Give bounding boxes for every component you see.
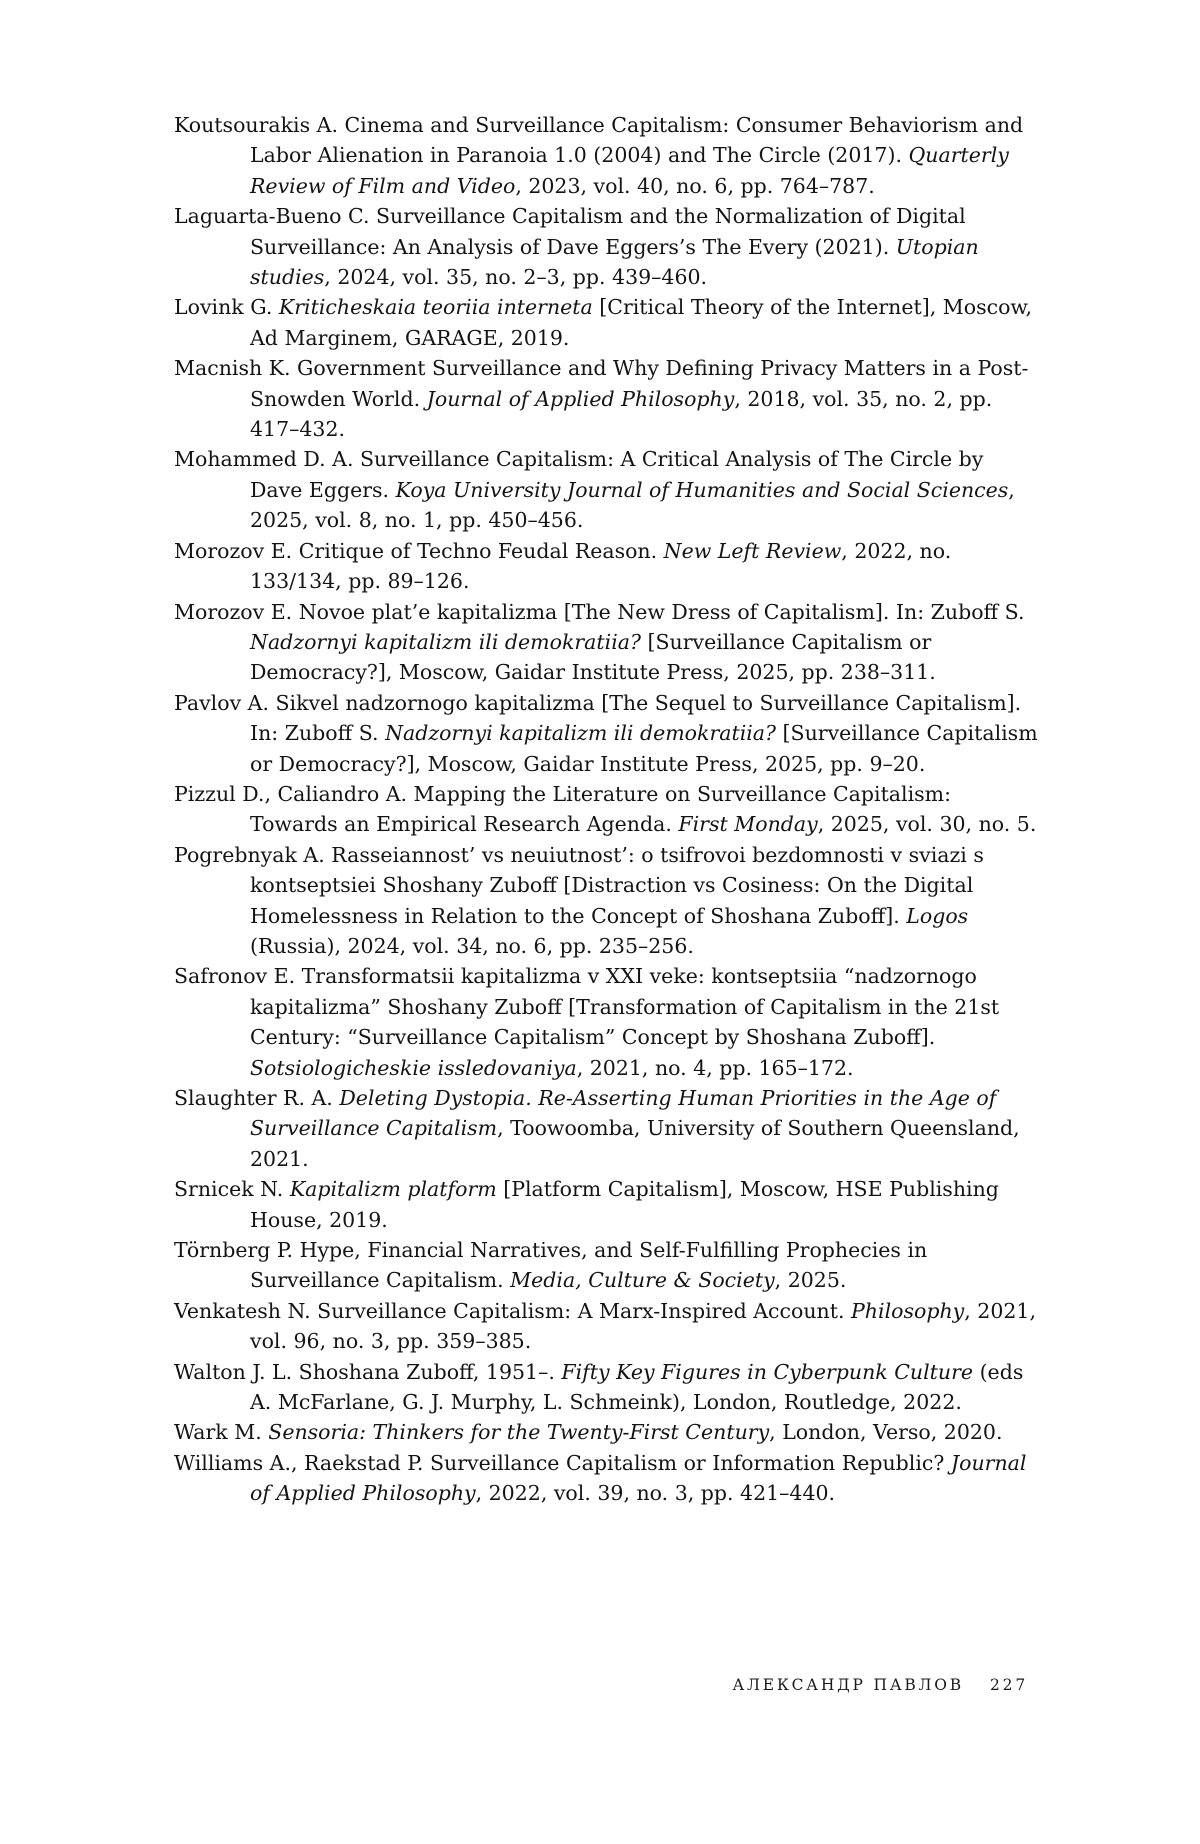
reference-text: Laguarta-Bueno C. Surveillance Capitalism and the Normalization of Digital Surveillance: An Analysis of Dave Eggers’s The Every (2021). bbox=[174, 204, 966, 259]
reference-source-title: Nadzornyi kapitalizm ili demokratiia? bbox=[385, 721, 777, 746]
reference-text: Koutsourakis A. Cinema and Surveillance Capitalism: Consumer Behaviorism and Labor Alienation in Paranoia 1.0 (2004) and The Circle (2017). bbox=[174, 113, 1024, 168]
page-number: 227 bbox=[990, 1676, 1028, 1694]
reference-source-title: Kapitalizm platform bbox=[289, 1177, 497, 1202]
reference-source-title: Sensoria: Thinkers for the Twenty-First Century bbox=[268, 1420, 770, 1445]
reference-entry bbox=[174, 201, 1039, 292]
reference-source-title: Media, Culture & Society bbox=[510, 1268, 775, 1293]
reference-source-title: Philosophy bbox=[851, 1298, 965, 1323]
reference-text: Pogrebnyak A. Rasseiannost’ vs neuiutnost’: o tsifrovoi bezdomnosti v sviazi s kontseptsiei Shoshany Zuboff [Distraction vs Cosiness: On the Digital Homelessness in Relation to the Concept of Shoshana Zuboff]. bbox=[174, 842, 984, 928]
reference-entry bbox=[174, 444, 1039, 535]
reference-details: , 2025. bbox=[774, 1268, 847, 1293]
reference-list bbox=[174, 110, 1039, 1509]
reference-source-title: First Monday bbox=[678, 812, 818, 837]
reference-source-title: Journal of Applied Philosophy bbox=[426, 386, 735, 411]
reference-details: , 2021, no. 4, pp. 165–172. bbox=[576, 1055, 854, 1080]
reference-entry bbox=[174, 1357, 1039, 1418]
reference-details: , 2018, vol. 35, no. 2, pp. 417–432. bbox=[250, 386, 993, 442]
reference-entry bbox=[174, 597, 1039, 688]
reference-text: Slaughter R. A. bbox=[174, 1086, 340, 1110]
reference-text: Pizzul D., Caliandro A. Mapping the Literature on Surveillance Capitalism: Towards an Empirical Research Agenda. bbox=[174, 781, 952, 837]
reference-source-title: Nadzornyi kapitalizm ili demokratiia? bbox=[250, 629, 641, 654]
reference-entry bbox=[174, 1235, 1039, 1296]
reference-source-title: Kriticheskaia teoriia interneta bbox=[278, 295, 593, 320]
reference-details: , 2024, vol. 35, no. 2–3, pp. 439–460. bbox=[324, 265, 708, 290]
reference-details: [Surveillance Capitalism or Democracy?], Moscow, Gaidar Institute Press, 2025, pp. 238–311. bbox=[250, 629, 936, 685]
reference-details: (Russia), 2024, vol. 34, no. 6, pp. 235–256. bbox=[250, 933, 694, 958]
reference-entry bbox=[174, 1448, 1039, 1509]
reference-details: , 2025, vol. 30, no. 5. bbox=[817, 812, 1037, 837]
reference-details: , 2021, vol. 96, no. 3, pp. 359–385. bbox=[250, 1298, 1036, 1354]
reference-source-title: New Left Review bbox=[663, 538, 842, 563]
reference-details: [Surveillance Capitalism or Democracy?], Moscow, Gaidar Institute Press, 2025, pp. 9–20. bbox=[250, 721, 1038, 776]
reference-entry bbox=[174, 1417, 1039, 1447]
reference-entry bbox=[174, 1083, 1039, 1174]
reference-text: Safronov E. Transformatsii kapitalizma v XXI veke: kontseptsiia “nadzornogo kapitalizma” Shoshany Zuboff [Transformation of Capitalism in the 21st Century: “Surveillance Capitalism” Concept by Shoshana Zuboff]. bbox=[174, 964, 1000, 1050]
reference-text: Macnish K. Government Surveillance and Why Defining Privacy Matters in a Post-Snowden World. bbox=[174, 356, 1029, 411]
reference-source-title: Deleting Dystopia. Re-Asserting Human Priorities in the Age of Surveillance Capitalism bbox=[250, 1086, 997, 1141]
reference-text: Mohammed D. A. Surveillance Capitalism: A Critical Analysis of The Circle by Dave Eggers. bbox=[174, 447, 984, 502]
reference-text: Venkatesh N. Surveillance Capitalism: A Marx-Inspired Account. bbox=[174, 1298, 852, 1323]
reference-entry bbox=[174, 779, 1039, 840]
reference-details: , 2023, vol. 40, no. 6, pp. 764–787. bbox=[515, 173, 875, 198]
reference-source-title: Koya University Journal of Humanities and Social Sciences bbox=[395, 477, 1009, 502]
reference-text: Lovink G. bbox=[174, 295, 279, 320]
reference-entry bbox=[174, 961, 1039, 1083]
reference-entry bbox=[174, 688, 1039, 779]
reference-text: Morozov E. Novoe plat’e kapitalizma [The New Dress of Capitalism]. In: Zuboff S. bbox=[174, 599, 1025, 624]
reference-details: , London, Verso, 2020. bbox=[769, 1420, 1003, 1445]
reference-details: [Critical Theory of the Internet], Moscow, Ad Marginem, GARAGE, 2019. bbox=[250, 295, 1033, 350]
reference-source-title: Logos bbox=[906, 903, 969, 928]
reference-details: [Platform Capitalism], Moscow, HSE Publishing House, 2019. bbox=[250, 1177, 999, 1232]
page-footer bbox=[660, 1676, 1028, 1694]
reference-details: , 2022, vol. 39, no. 3, pp. 421–440. bbox=[475, 1481, 836, 1506]
reference-source-title: Fifty Key Figures in Cyberpunk Culture bbox=[561, 1359, 974, 1384]
reference-entry bbox=[174, 840, 1039, 962]
running-head-author: АЛЕКСАНДР ПАВЛОВ bbox=[732, 1676, 964, 1694]
reference-entry bbox=[174, 292, 1039, 353]
reference-details: , Toowoomba, University of Southern Queensland, 2021. bbox=[250, 1116, 1020, 1171]
reference-text: Walton J. L. Shoshana Zuboff, 1951–. bbox=[174, 1359, 562, 1384]
reference-source-title: Journal of Applied Philosophy bbox=[250, 1450, 1027, 1506]
reference-source-title: Sotsiologicheskie issledovaniya bbox=[250, 1055, 577, 1080]
reference-entry bbox=[174, 353, 1039, 444]
reference-text: Wark M. bbox=[174, 1420, 269, 1445]
reference-source-title: Utopian studies bbox=[250, 234, 979, 290]
reference-details: (eds A. McFarlane, G. J. Murphy, L. Schmeink), London, Routledge, 2022. bbox=[250, 1359, 1024, 1415]
reference-source-title: Quarterly Review of Film and Video bbox=[250, 143, 1009, 198]
reference-entry bbox=[174, 536, 1039, 597]
reference-entry bbox=[174, 110, 1039, 201]
reference-text: Pavlov A. Sikvel nadzornogo kapitalizma [The Sequel to Surveillance Capitalism]. In: Zuboff S. bbox=[174, 690, 1022, 746]
reference-text: Srnicek N. bbox=[174, 1177, 290, 1202]
reference-entry bbox=[174, 1296, 1039, 1357]
reference-details: , 2022, no. 133/134, pp. 89–126. bbox=[250, 538, 952, 594]
reference-details: , 2025, vol. 8, no. 1, pp. 450–456. bbox=[250, 477, 1015, 533]
reference-entry bbox=[174, 1174, 1039, 1235]
reference-text: Törnberg P. Hype, Financial Narratives, and Self-Fulfilling Prophecies in Surveillance Capitalism. bbox=[174, 1238, 928, 1293]
reference-text: Williams A., Raekstad P. Surveillance Capitalism or Information Republic? bbox=[174, 1450, 951, 1475]
reference-text: Morozov E. Critique of Techno Feudal Reason. bbox=[174, 538, 664, 563]
